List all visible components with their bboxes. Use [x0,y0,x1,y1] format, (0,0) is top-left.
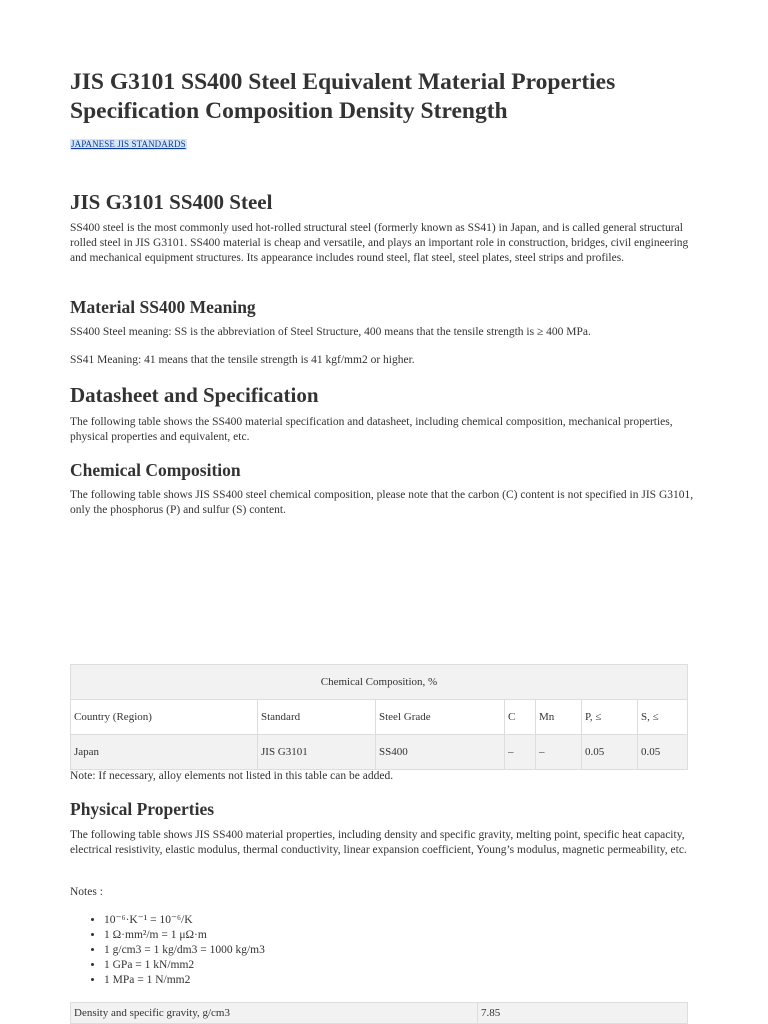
physical-heading: Physical Properties [70,799,215,819]
list-item: • 1 g/cm3 = 1 kg/dm3 = 1000 kg/m3 [104,943,265,958]
table-header-row [71,700,688,735]
chemical-paragraph: The following table shows JIS SS400 steel chemical composition, please note that the carbon (C) content is not specified in JIS G3101, only the phosphorus (P) and sulfur (S) content. [70,489,694,516]
physical-properties-table [70,1002,688,1024]
table-row [71,665,688,700]
table-header-cell: Mn [536,700,582,735]
notes-list [88,913,265,988]
intro-paragraph: SS400 steel is the most commonly used hot-rolled structural steel (formerly known as SS41) in Japan, and is called general structural rolled steel in JIS G3101. SS400 material is cheap and versatile, and plays an important role in construction, bridges, civil engineering and mechanical equipment structures. Its appearance includes round steel, flat steel, steel plates, steel strips and profiles. [70,222,689,264]
table-cell: JIS G3101 [258,735,376,770]
table-cell: – [536,735,582,770]
list-item: • 1 MPa = 1 N/mm2 [104,973,265,988]
table-header-cell: C [505,700,536,735]
table-cell: 7.85 [478,1003,688,1024]
table-caption: Chemical Composition, % [71,665,688,700]
table-cell: Density and specific gravity, g/cm3 [71,1003,478,1024]
table-note: Note: If necessary, alloy elements not listed in this table can be added. [70,770,394,782]
table-cell: 0.05 [582,735,638,770]
physical-paragraph: The following table shows JIS SS400 material properties, including density and specific gravity, melting point, specific heat capacity, electrical resistivity, elastic modulus, thermal conductivity, linear expansion coefficient, Young’s modulus, magnetic permeability, etc. [70,829,687,856]
meaning-paragraph-2: SS41 Meaning: 41 means that the tensile strength is 41 kgf/mm2 or higher. [70,354,415,366]
table-cell: SS400 [376,735,505,770]
notes-label: Notes : [70,886,103,898]
datasheet-heading: Datasheet and Specification [70,383,319,407]
table-cell: – [505,735,536,770]
table-row [71,1003,688,1024]
table-cell: 0.05 [638,735,688,770]
category-link[interactable]: JAPANESE JIS STANDARDS [71,139,186,149]
table-header-cell: P, ≤ [582,700,638,735]
table-header-cell: Steel Grade [376,700,505,735]
table-row [71,735,688,770]
chemical-heading: Chemical Composition [70,460,241,480]
table-cell: Japan [71,735,258,770]
list-item: • 10⁻⁶·K⁻¹ = 10⁻⁶/K [104,913,265,928]
article-title: JIS G3101 SS400 Steel Equivalent Material Properties Specification Composition Density Strength [70,69,616,124]
list-item: • 1 GPa = 1 kN/mm2 [104,958,265,973]
intro-heading: JIS G3101 SS400 Steel [70,190,273,214]
table-header-cell: Country (Region) [71,700,258,735]
table-header-cell: Standard [258,700,376,735]
meaning-heading: Material SS400 Meaning [70,297,256,317]
chemical-composition-table [70,664,688,770]
datasheet-paragraph: The following table shows the SS400 material specification and datasheet, including chemical composition, mechanical properties, physical properties and equivalent, etc. [70,416,673,443]
meaning-paragraph-1: SS400 Steel meaning: SS is the abbreviation of Steel Structure, 400 means that the tensile strength is ≥ 400 MPa. [70,326,591,338]
list-item: • 1 Ω·mm²/m = 1 μΩ·m [104,928,265,943]
table-header-cell: S, ≤ [638,700,688,735]
